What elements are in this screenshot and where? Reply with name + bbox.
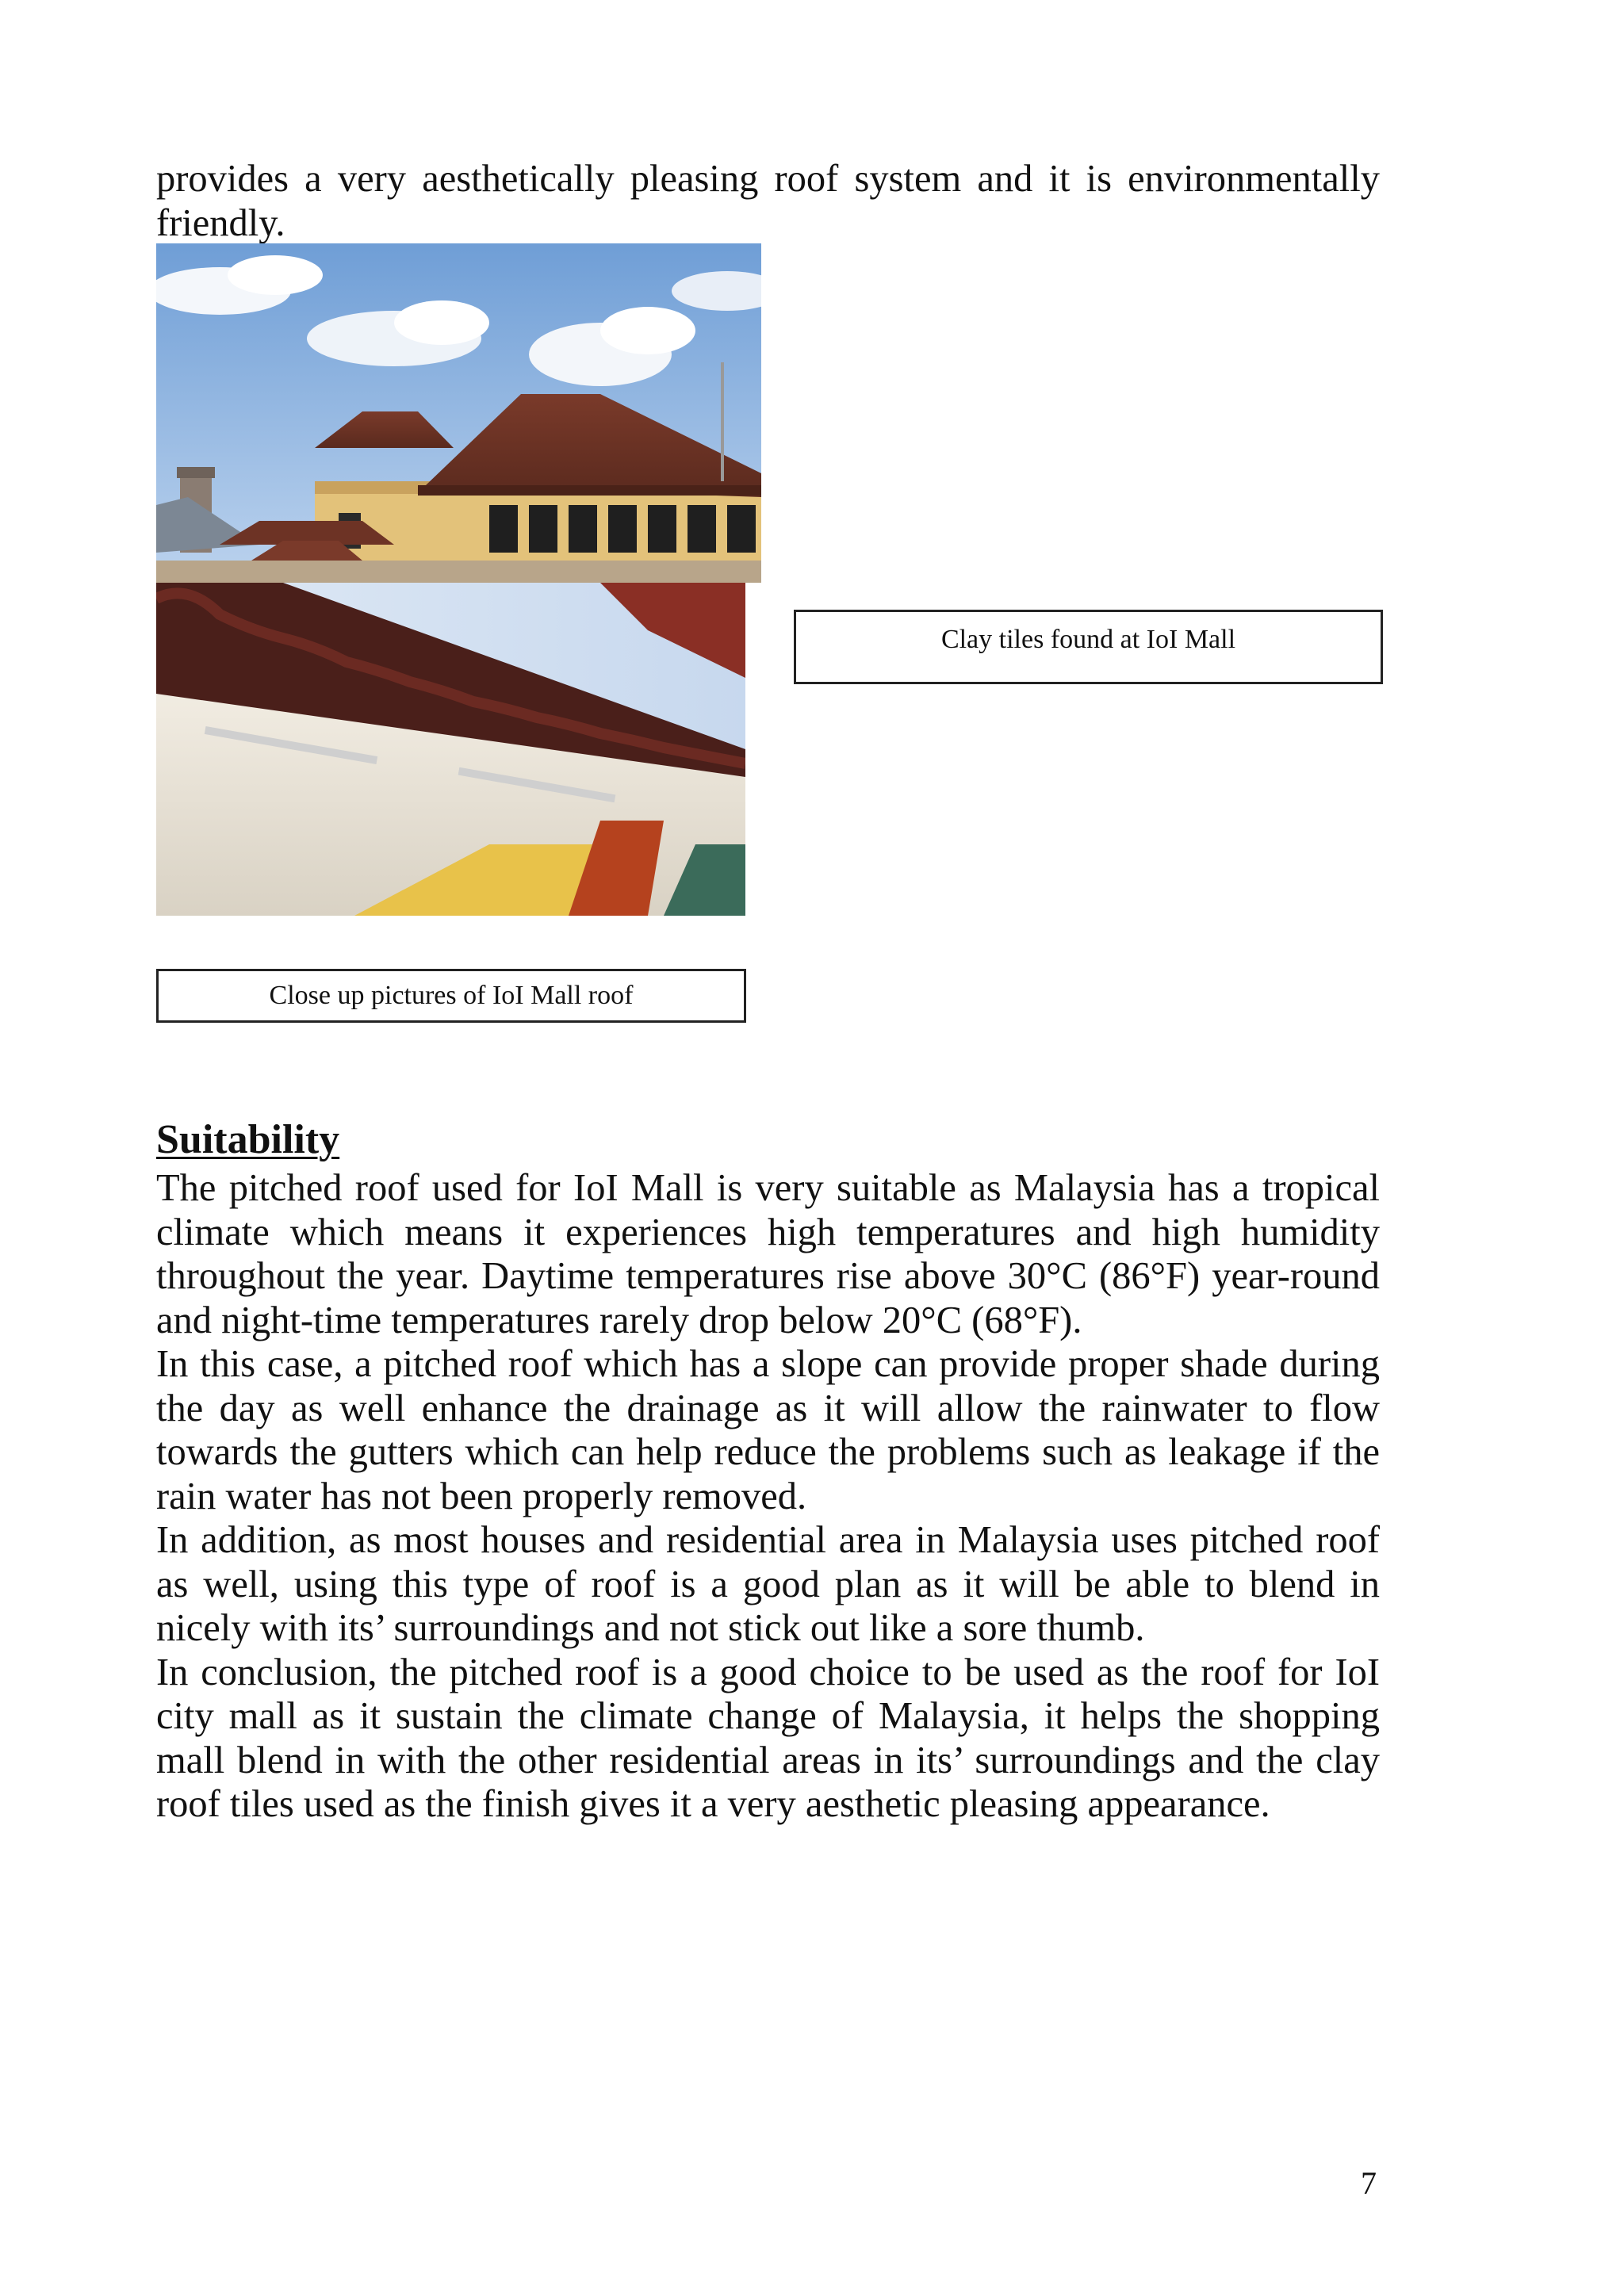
paragraph-surroundings: In addition, as most houses and residential area in Malaysia uses pitched roof as well, using this type of roof is a good plan as it will be able to blend in nicely with its’ surroundings and not stick out like a sore thumb. [156,1519,1380,1649]
roof-closeup-illustration [156,583,745,916]
paragraph-conclusion: In conclusion, the pitched roof is a good choice to be used as the roof for IoI city mall as it sustain the climate change of Malaysia, it helps the shopping mall blend in with the other residential areas in its’ surroundings and the clay roof tiles used as the finish gives it a very aesthetic pleasing appearance. [156,1651,1380,1825]
caption-clay-tiles: Clay tiles found at IoI Mall [794,610,1383,684]
roof-buildings-illustration [156,243,761,583]
intro-paragraph: provides a very aesthetically pleasing roof system and it is environmentally friendly. [156,158,1380,244]
roof-buildings-photo [156,243,761,583]
section-heading: Suitability [156,1117,340,1162]
section-body [156,1166,1380,1827]
page-number: 7 [1361,2165,1377,2201]
paragraph-drainage: In this case, a pitched roof which has a slope can provide proper shade during the day as well enhance the drainage as it will allow the rainwater to flow towards the gutters which can help reduce the problems such as leakage if the rain water has not been properly removed. [156,1343,1380,1517]
caption-closeup: Close up pictures of IoI Mall roof [156,969,746,1023]
roof-closeup-photo [156,583,745,916]
paragraph-climate: The pitched roof used for IoI Mall is very suitable as Malaysia has a tropical climate which means it experiences high temperatures and high humidity throughout the year. Daytime temperatures rise above 30°C (86°F) year-round and night-time temperatures rarely drop below 20°C (68°F). [156,1167,1380,1341]
